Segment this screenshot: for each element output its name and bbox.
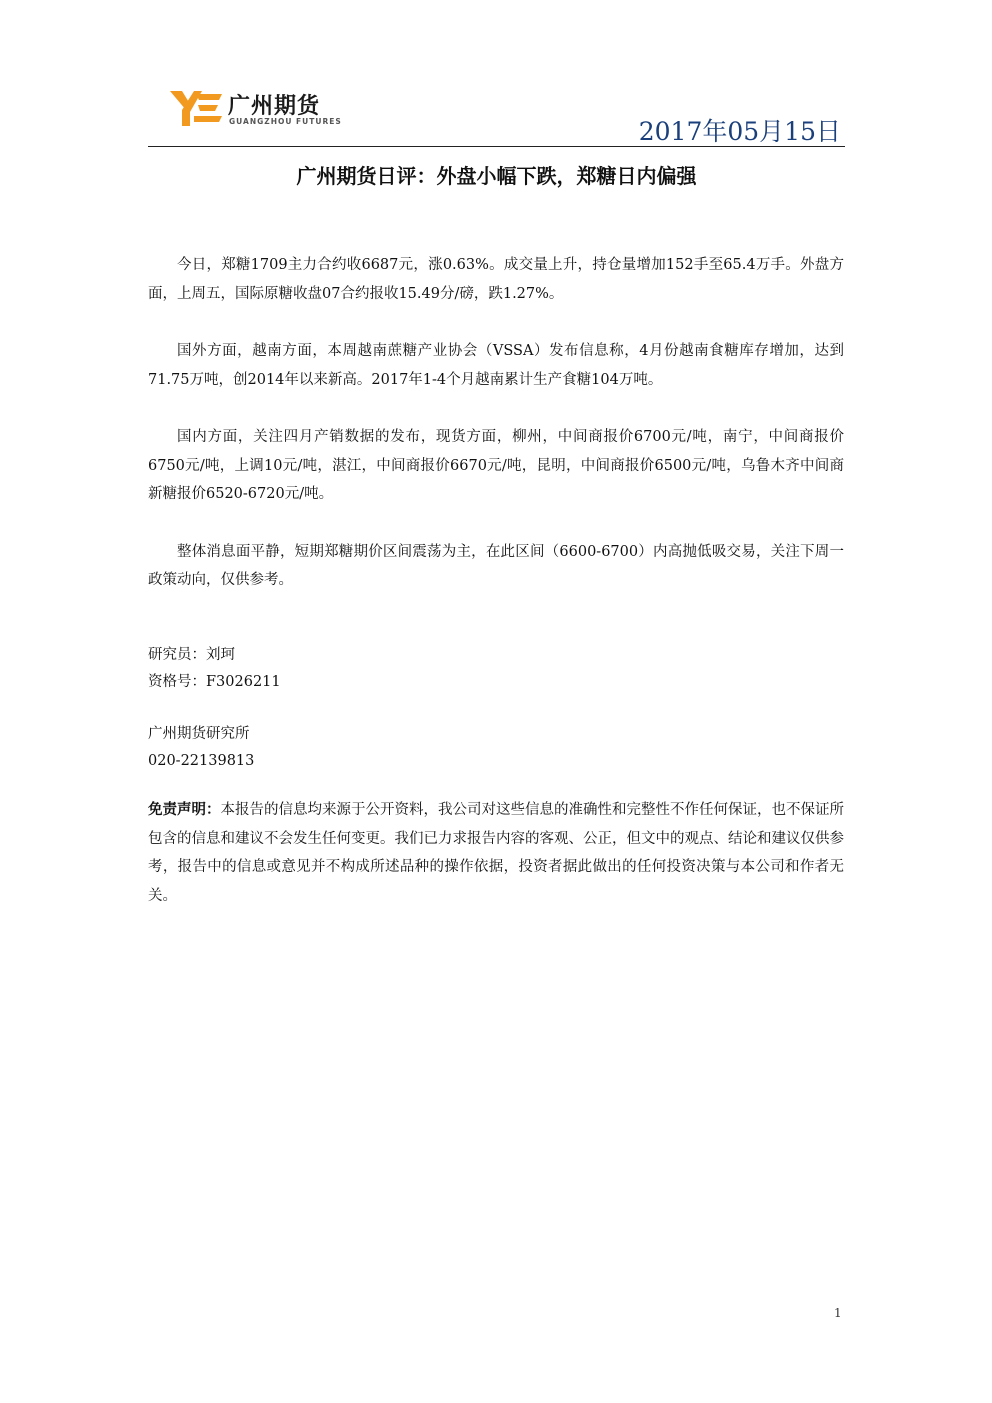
disclaimer-text: 本报告的信息均来源于公开资料，我公司对这些信息的准确性和完整性不作任何保证，也不保证所包含的信息和建议不会发生任何变更。我们已力求报告内容的客观、公正，但文中的观点、结论和建议仅供参考，报告中的信息或意见并不构成所述品种的操作依据，投资者据此做出的任何投资决策与本公司和作者无关。 <box>148 802 844 904</box>
report-body <box>148 251 844 624</box>
logo-text-cn: 广州期货 <box>228 94 321 119</box>
company-logo <box>168 88 348 132</box>
researcher-name: 研究员：刘珂 <box>148 647 235 663</box>
disclaimer-label: 免责声明： <box>148 802 221 818</box>
page-number: 1 <box>834 1306 842 1320</box>
disclaimer <box>148 796 844 910</box>
body-paragraph: 国外方面，越南方面，本周越南蔗糖产业协会（VSSA）发布信息称，4月份越南食糖库存增加，达到71.75万吨，创2014年以来新高。2017年1-4个月越南累计生产食糖104万吨。 <box>148 343 844 388</box>
contact-phone: 020-22139813 <box>148 752 255 769</box>
header-divider <box>148 146 845 147</box>
license-number: 资格号：F3026211 <box>148 673 281 690</box>
logo-text-en: GUANGZHOU FUTURES <box>229 117 342 126</box>
logo-mark-icon <box>168 88 224 128</box>
report-title: 广州期货日评：外盘小幅下跌，郑糖日内偏强 <box>296 164 697 188</box>
body-paragraph: 今日，郑糖1709主力合约收6687元，涨0.63%。成交量上升，持仓量增加152手至65.4万手。外盘方面，上周五，国际原糖收盘07合约报收15.49分/磅，跌1.27%。 <box>148 257 844 302</box>
report-date: 2017年05月15日 <box>638 117 841 146</box>
body-paragraph: 国内方面，关注四月产销数据的发布，现货方面，柳州，中间商报价6700元/吨，南宁，中间商报价6750元/吨，上调10元/吨，湛江，中间商报价6670元/吨，昆明，中间商报价6500元/吨，乌鲁木齐中间商新糖报价6520-6720元/吨。 <box>148 429 844 502</box>
body-paragraph: 整体消息面平静，短期郑糖期价区间震荡为主，在此区间（6600-6700）内高抛低吸交易，关注下周一政策动向，仅供参考。 <box>148 543 844 588</box>
spacer <box>148 695 548 721</box>
author-info <box>148 642 548 774</box>
page-header <box>148 84 845 148</box>
institute-name: 广州期货研究所 <box>148 726 250 742</box>
